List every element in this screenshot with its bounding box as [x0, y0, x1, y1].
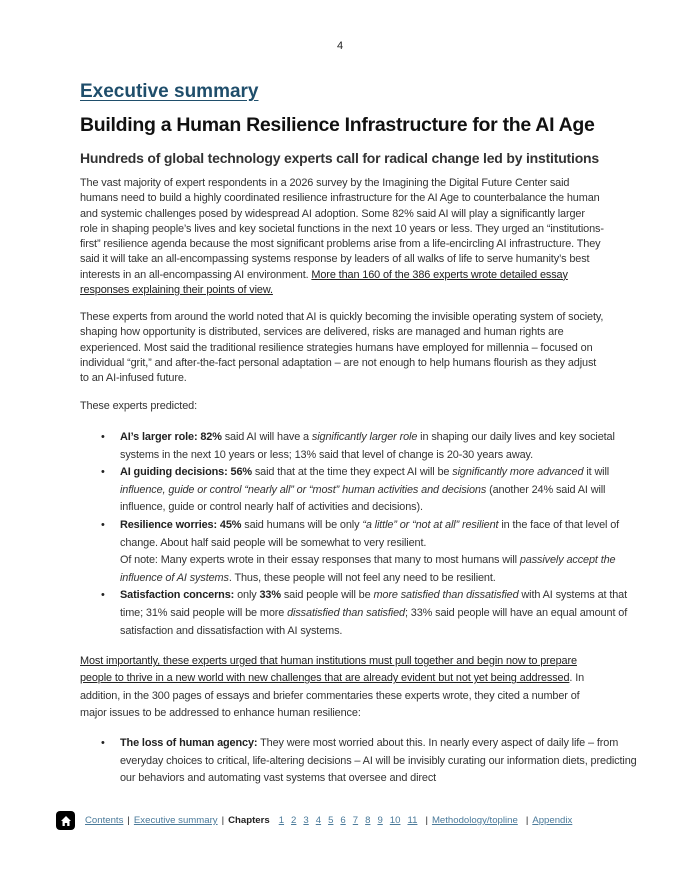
chapter-link-2[interactable]: 2	[291, 815, 297, 826]
text: in shaping our daily lives and key societal systems in the next 10 years or less; 13% said that level of change is 20-30 years away.	[120, 431, 615, 461]
list-item	[101, 517, 644, 587]
chapter-link-11[interactable]: 11	[407, 815, 418, 826]
chapter-link-3[interactable]: 3	[303, 815, 309, 826]
text: “a little” or “not at all” resilient	[362, 518, 499, 531]
bullet-icon: •	[101, 737, 105, 749]
institutions-link[interactable]: Most importantly, these experts urged that human institutions must pull together and begin now to prepare people to thrive in a new world with new challenges that are already evident but not yet being addressed	[80, 655, 577, 685]
text: said people will be	[280, 589, 374, 602]
text: . In addition, in the 300 pages of essays and briefer commentaries these experts wrote, they cited a number of major issues to be addressed to enhance human resilience:	[80, 672, 585, 720]
separator: |	[127, 815, 130, 826]
chapter-link-8[interactable]: 8	[365, 815, 371, 826]
home-button[interactable]	[56, 811, 75, 830]
note-text: passively accept the influence of AI systems	[120, 554, 616, 584]
text: dissatisfied than satisfied	[287, 606, 405, 619]
text: significantly more advanced	[452, 466, 584, 479]
text: significantly larger role	[311, 431, 418, 443]
predicted-intro: These experts predicted:	[80, 400, 197, 412]
bullet-label: AI guiding decisions: 56%	[120, 466, 252, 479]
list-item	[101, 464, 644, 517]
essays-link[interactable]: More than 160 of the 386 experts wrote detailed essay responses explaining their points of view.	[80, 268, 568, 297]
context-paragraph: These experts from around the world noted that AI is quickly becoming the invisible operating system of society, shaping how opportunity is distributed, services are delivered, risks are managed and human rights are experienced. Most said the traditional resilience strategies humans have employed for millennia – focused on individual “grit,” and after-the-fact personal adaptation – are not enough to help humans flourish as they adjust to an AI-infused future.	[80, 311, 604, 385]
subtitle: Hundreds of global technology experts call for radical change led by institutions	[80, 150, 599, 166]
text: said humans will be only	[241, 518, 363, 531]
list-item	[101, 735, 644, 788]
text: said that at the time they expect AI will be	[251, 466, 453, 479]
text: with AI systems at that time; 31% said people will be more	[120, 589, 628, 619]
section-heading: Executive summary	[80, 81, 259, 102]
bullet-icon: •	[101, 466, 105, 479]
chapter-link-4[interactable]: 4	[315, 815, 322, 826]
note-text: . Thus, these people will not feel any need to be resilient.	[228, 571, 496, 584]
text: influence, guide or control “nearly all” or “most” human activities and decisions	[120, 483, 487, 496]
contents-link[interactable]: Contents	[85, 815, 124, 826]
separator: |	[221, 815, 225, 826]
home-icon	[60, 815, 72, 827]
bullet-icon: •	[101, 518, 105, 531]
text: only	[234, 589, 260, 602]
separator: |	[525, 815, 529, 826]
text: said AI will have a	[221, 431, 312, 443]
note-text: Of note: Many experts wrote in their essay responses that many to most humans will	[120, 554, 520, 567]
chapter-link-9[interactable]: 9	[377, 815, 383, 826]
text: it will	[583, 466, 610, 479]
text: in the face of that level of change. About half said people will be somewhat to very resilient.	[120, 518, 620, 549]
appendix-link[interactable]: Appendix	[532, 815, 573, 826]
intro-text: The vast majority of expert respondents in a 2026 survey by the Imagining the Digital Future Center said humans need to build a highly coordinated resilience infrastructure for the AI Age to counterbalance the human and systemic challenges posed by widespread AI adoption. Some 82% said AI will play a significantly larger role in shaping people’s lives and key societal functions in the next 10 years or less. They urged an “institutions-first” resilience agenda because the most significant problems arise from a life-encircling AI infrastructure. They said it will take an all-encompassing systems response by leaders of all walks of life to serve humanity’s best interests in an all-encompassing AI environment.	[80, 177, 604, 281]
text: They were most worried about this. In nearly every aspect of daily life – from everyday choices to critical, life-altering decisions – AI will be invisibly curating our information diets, predicting our behaviors and automating vast systems that oversee and direct	[120, 737, 637, 785]
executive-summary-link[interactable]: Executive summary	[133, 815, 218, 826]
page-number: 4	[336, 40, 344, 52]
text: more satisfied than dissatisfied	[373, 589, 519, 602]
chapter-link-1[interactable]: 1	[278, 815, 285, 826]
bullet-label: Satisfaction concerns:	[120, 589, 235, 602]
bullet-label: Resilience worries: 45%	[120, 518, 242, 531]
footer-nav	[56, 811, 572, 830]
list-item	[101, 429, 644, 464]
text: 33%	[259, 589, 281, 602]
page-title: Building a Human Resilience Infrastructure for the AI Age	[80, 114, 595, 136]
chapter-link-6[interactable]: 6	[340, 815, 346, 826]
predictions-list	[80, 429, 644, 640]
bullet-label: AI’s larger role: 82%	[120, 431, 222, 443]
chapter-link-7[interactable]: 7	[352, 815, 359, 826]
chapters-label: Chapters	[228, 815, 270, 826]
text: (another 24% said AI will influence, guide or control nearly half of activities and decisions).	[120, 483, 606, 514]
list-item	[101, 587, 644, 640]
issues-list	[80, 735, 644, 788]
separator: |	[425, 815, 428, 826]
chapter-link-10[interactable]: 10	[389, 815, 401, 826]
methodology-link[interactable]: Methodology/topline	[431, 815, 518, 826]
text: ; 33% said people will have an equal amount of satisfaction and dissatisfaction with AI systems.	[120, 606, 628, 637]
bullet-label: The loss of human agency:	[120, 737, 258, 749]
chapter-link-5[interactable]: 5	[328, 815, 334, 826]
bullet-icon: •	[101, 589, 105, 602]
bullet-icon: •	[101, 431, 105, 443]
intro-paragraph	[80, 176, 604, 298]
institutions-paragraph	[80, 653, 604, 723]
